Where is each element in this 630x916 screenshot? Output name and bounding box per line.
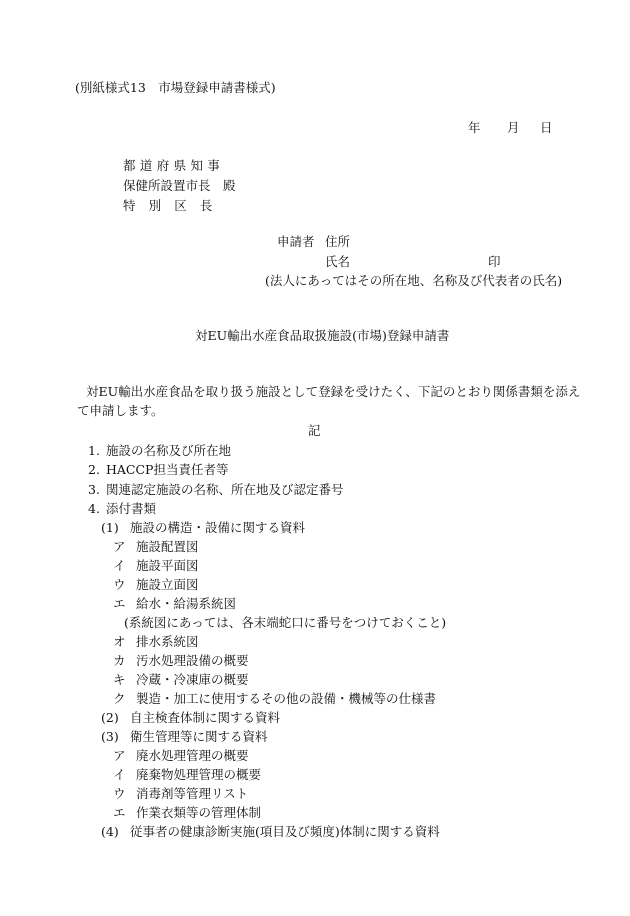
applicant-label: 申請者 (277, 234, 315, 249)
seal-mark: 印 (488, 254, 501, 269)
date-year: 年 (468, 120, 481, 135)
item-number: 2. (88, 462, 100, 477)
sub-number: ア (113, 539, 126, 554)
sub-text: 廃水処理管理の概要 (136, 748, 249, 763)
form-label: (別紙様式13 市場登録申請書様式) (75, 80, 276, 95)
item-text: 関連認定施設の名称、所在地及び認定番号 (106, 482, 344, 497)
name-label: 氏名 (325, 254, 351, 269)
sub-number: エ (113, 596, 126, 611)
addressee-ward-head: 特別区長 (123, 198, 226, 213)
section-text: 施設の構造・設備に関する資料 (130, 520, 306, 535)
sub-text: 消毒剤等管理リスト (136, 786, 249, 801)
sub-text: 排水系統図 (136, 634, 199, 649)
date-month: 月 (507, 120, 520, 135)
sub-number: ク (113, 691, 126, 706)
sub-text: 廃棄物処理管理の概要 (136, 767, 262, 782)
addressee-mayor: 保健所設置市長 殿 (123, 178, 236, 193)
sub-text: 施設立面図 (136, 577, 199, 592)
item-number: 4. (88, 501, 100, 516)
item-number: 1. (88, 443, 100, 458)
sub-number: エ (113, 805, 126, 820)
sub-text: 汚水処理設備の概要 (136, 653, 249, 668)
item-number: 3. (88, 482, 100, 497)
item-text: 添付書類 (106, 501, 157, 516)
item-text: 施設の名称及び所在地 (106, 443, 232, 458)
sub-text: 施設平面図 (136, 558, 199, 573)
document-title: 対EU輸出水産食品取扱施設(市場)登録申請書 (195, 328, 450, 343)
sub-number: イ (113, 767, 126, 782)
sub-number: カ (113, 653, 126, 668)
sub-number: イ (113, 558, 126, 573)
sub-note: (系統図にあっては、各末端蛇口に番号をつけておくこと) (124, 615, 447, 630)
section-text: 衛生管理等に関する資料 (130, 729, 268, 744)
sub-text: 作業衣類等の管理体制 (136, 805, 262, 820)
section-text: 自主検査体制に関する資料 (130, 710, 281, 725)
body-text-line1: 対EU輸出水産食品を取り扱う施設として登録を受けたく、下記のとおり関係書類を添え (86, 384, 581, 399)
section-number: (2) (101, 710, 119, 725)
sub-number: ウ (113, 577, 126, 592)
date-day: 日 (540, 120, 553, 135)
section-number: (3) (101, 729, 119, 744)
applicant-note: (法人にあってはその所在地、名称及び代表者の氏名) (265, 273, 563, 288)
sub-text: 冷蔵・冷凍庫の概要 (136, 672, 249, 687)
address-label: 住所 (325, 234, 351, 249)
section-number: (4) (101, 824, 119, 839)
sub-text: 施設配置図 (136, 539, 199, 554)
body-text-line2: て申請します。 (77, 403, 164, 418)
item-text: HACCP担当責任者等 (106, 462, 229, 477)
sub-text: 給水・給湯系統図 (136, 596, 237, 611)
sub-number: ア (113, 748, 126, 763)
sub-number: オ (113, 634, 126, 649)
sub-number: キ (113, 672, 126, 687)
addressee-governor: 都道府県知事 (123, 158, 225, 173)
section-number: (1) (101, 520, 119, 535)
sub-text: 製造・加工に使用するその他の設備・機械等の仕様書 (136, 691, 437, 706)
sub-number: ウ (113, 786, 126, 801)
ki-heading: 記 (308, 423, 321, 438)
section-text: 従事者の健康診断実施(項目及び頻度)体制に関する資料 (130, 824, 440, 839)
